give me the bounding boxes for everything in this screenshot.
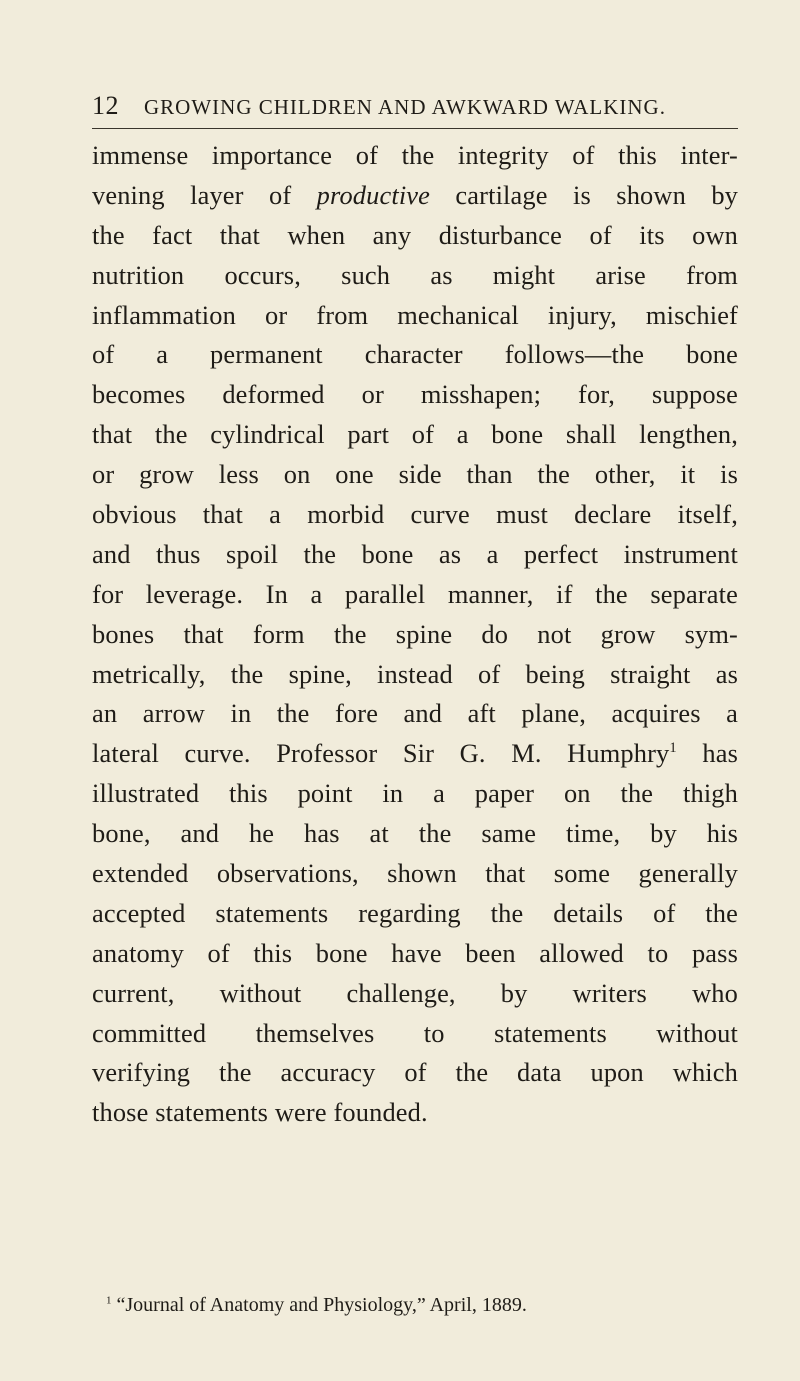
text-line: those statements were founded.	[92, 1097, 428, 1128]
text-line: illustrated this point in a paper on the thigh	[92, 778, 738, 809]
footnote-text: “Journal of Anatomy and Physiology,” April, 1889.	[116, 1294, 527, 1316]
text-line: extended observations, shown that some generally	[92, 858, 738, 889]
header-rule	[92, 128, 738, 129]
text-line: bones that form the spine do not grow sym-	[92, 618, 738, 649]
text-line: nutrition occurs, such as might arise from	[92, 259, 738, 290]
footnote-marker: 1	[106, 1294, 112, 1307]
text-line: anatomy of this bone have been allowed to pass	[92, 937, 738, 968]
page-number: 12	[92, 91, 119, 120]
text-line: current, without challenge, by writers who	[92, 977, 738, 1008]
text-line: verifying the accuracy of the data upon which	[92, 1057, 738, 1088]
text-line: becomes deformed or misshapen; for, suppose	[92, 379, 738, 410]
text-line: vening layer of productive cartilage is shown by	[92, 179, 739, 210]
text-line: accepted statements regarding the details of the	[92, 897, 738, 928]
running-head	[92, 88, 738, 124]
text-line: inflammation or from mechanical injury, mischief	[92, 299, 738, 330]
text-line: committed themselves to statements without	[92, 1017, 738, 1048]
text-line: that the cylindrical part of a bone shall lengthen,	[92, 419, 738, 450]
text-line: for leverage. In a parallel manner, if the separate	[92, 578, 738, 609]
text-line: of a permanent character follows—the bone	[92, 339, 738, 370]
text-line: immense importance of the integrity of this inter-	[92, 140, 738, 170]
running-title: GROWING CHILDREN AND AWKWARD WALKING.	[144, 95, 666, 119]
text-line: or grow less on one side than the other, it is	[92, 459, 738, 490]
text-line: the fact that when any disturbance of its own	[92, 219, 738, 250]
text-line: metrically, the spine, instead of being straight as	[92, 658, 738, 689]
text-line: obvious that a morbid curve must declare itself,	[92, 499, 738, 530]
footnote	[92, 1290, 738, 1320]
text-line: an arrow in the fore and aft plane, acquires a	[92, 698, 738, 729]
text-line: and thus spoil the bone as a perfect instrument	[92, 538, 738, 569]
text-line: bone, and he has at the same time, by his	[92, 818, 738, 849]
text-line: lateral curve. Professor Sir G. M. Humphry$^1$ has	[92, 738, 738, 769]
italic-word: productive	[316, 179, 431, 210]
body-paragraph	[92, 136, 738, 1133]
footnote-reference: 1	[669, 740, 677, 757]
